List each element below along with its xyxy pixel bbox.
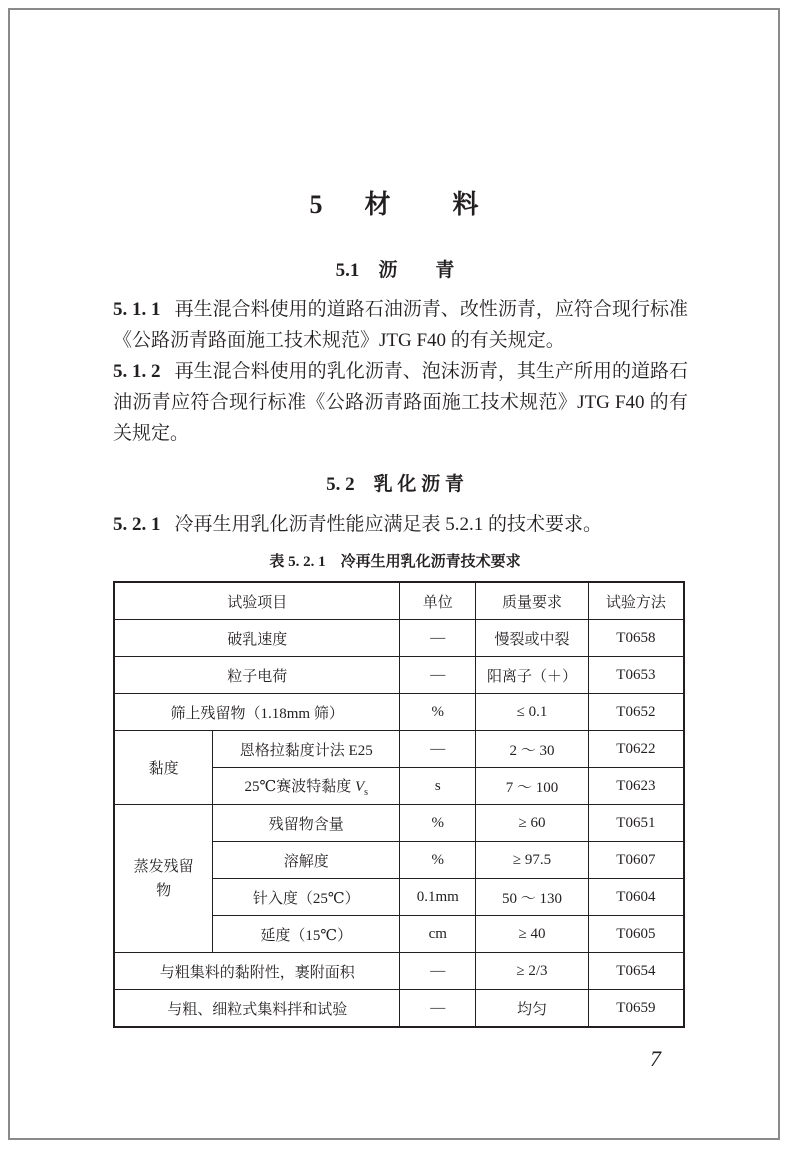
requirement-cell: ≥ 97.5	[476, 842, 589, 879]
unit-cell: 0.1mm	[400, 879, 476, 916]
header-cell: 质量要求	[476, 582, 589, 620]
table-row	[114, 731, 684, 768]
method-cell: T0607	[588, 842, 684, 879]
clause-text: 再生混合料使用的乳化沥青、泡沫沥青，其生产所用的道路石油沥青应符合现行标准《公路沥青路面施工技术规范》JTG F40 的有关规定。	[113, 361, 688, 444]
item-cell: 残留物含量	[213, 805, 400, 842]
item-cell: 与粗集料的黏附性，裹附面积	[114, 953, 400, 990]
section-heading-5-1: 5.1 沥 青	[335, 260, 455, 281]
clause-5-1-1	[113, 294, 688, 356]
clause-5-2-1	[113, 509, 688, 540]
requirement-cell: 2 ～ 30	[476, 731, 589, 768]
chapter-title-a: 材	[364, 190, 393, 219]
method-cell: T0654	[588, 953, 684, 990]
table-caption: 表 5. 2. 1 冷再生用乳化沥青技术要求	[269, 554, 521, 570]
chapter-title-b: 料	[452, 190, 481, 219]
page-number: 7	[650, 1046, 661, 1071]
method-cell: T0652	[588, 694, 684, 731]
clause-5-1-2	[113, 356, 688, 449]
unit-cell: —	[400, 953, 476, 990]
method-cell: T0651	[588, 805, 684, 842]
requirement-cell: 50 ～ 130	[476, 879, 589, 916]
table-row	[114, 694, 684, 731]
item-symbol: V	[354, 778, 365, 795]
item-cell: 延度（15℃）	[213, 916, 400, 953]
table-row	[114, 953, 684, 990]
unit-cell: —	[400, 657, 476, 694]
item-text: 25℃赛波特黏度	[244, 778, 355, 795]
clause-number: 5. 1. 1	[113, 299, 161, 320]
requirement-cell: 阳离子（＋）	[476, 657, 589, 694]
unit-cell: s	[400, 768, 476, 805]
group-cell-residue: 蒸发残留物	[114, 805, 213, 953]
item-cell: 针入度（25℃）	[213, 879, 400, 916]
header-cell: 试验项目	[114, 582, 400, 620]
requirement-cell: ≥ 2/3	[476, 953, 589, 990]
item-cell: 破乳速度	[114, 620, 400, 657]
method-cell: T0605	[588, 916, 684, 953]
unit-cell: —	[400, 620, 476, 657]
item-cell: 粒子电荷	[114, 657, 400, 694]
header-cell: 试验方法	[588, 582, 684, 620]
item-cell: 筛上残留物（1.18mm 筛）	[114, 694, 400, 731]
method-cell: T0658	[588, 620, 684, 657]
item-cell: 与粗、细粒式集料拌和试验	[114, 990, 400, 1028]
unit-cell: —	[400, 731, 476, 768]
unit-cell: %	[400, 694, 476, 731]
unit-cell: %	[400, 842, 476, 879]
method-cell: T0622	[588, 731, 684, 768]
item-cell: 溶解度	[213, 842, 400, 879]
method-cell: T0659	[588, 990, 684, 1028]
requirement-cell: ≥ 60	[476, 805, 589, 842]
item-subscript: s	[364, 786, 369, 798]
header-cell: 单位	[400, 582, 476, 620]
unit-cell: %	[400, 805, 476, 842]
chapter-number: 5	[309, 190, 325, 219]
requirement-cell: 7 ～ 100	[476, 768, 589, 805]
group-cell-viscosity: 黏度	[114, 731, 213, 805]
requirement-cell: ≥ 40	[476, 916, 589, 953]
table-row	[114, 990, 684, 1028]
section-heading-5-2: 5. 2 乳 化 沥 青	[326, 474, 464, 495]
table-row	[114, 620, 684, 657]
unit-cell: cm	[400, 916, 476, 953]
clause-text: 冷再生用乳化沥青性能应满足表 5.2.1 的技术要求。	[174, 514, 603, 535]
method-cell: T0653	[588, 657, 684, 694]
method-cell: T0623	[588, 768, 684, 805]
method-cell: T0604	[588, 879, 684, 916]
item-cell	[213, 768, 400, 805]
item-cell: 恩格拉黏度计法 E25	[213, 731, 400, 768]
unit-cell: —	[400, 990, 476, 1028]
clause-text: 再生混合料使用的道路石油沥青、改性沥青，应符合现行标准《公路沥青路面施工技术规范》JTG F40 的有关规定。	[113, 299, 688, 351]
table-row	[114, 805, 684, 842]
chapter-title	[0, 184, 790, 221]
requirements-table	[113, 581, 685, 1028]
clause-number: 5. 1. 2	[113, 361, 161, 382]
requirement-cell: ≤ 0.1	[476, 694, 589, 731]
clause-number: 5. 2. 1	[113, 514, 161, 535]
table-header-row	[114, 582, 684, 620]
table-row	[114, 657, 684, 694]
requirement-cell: 慢裂或中裂	[476, 620, 589, 657]
requirement-cell: 均匀	[476, 990, 589, 1028]
